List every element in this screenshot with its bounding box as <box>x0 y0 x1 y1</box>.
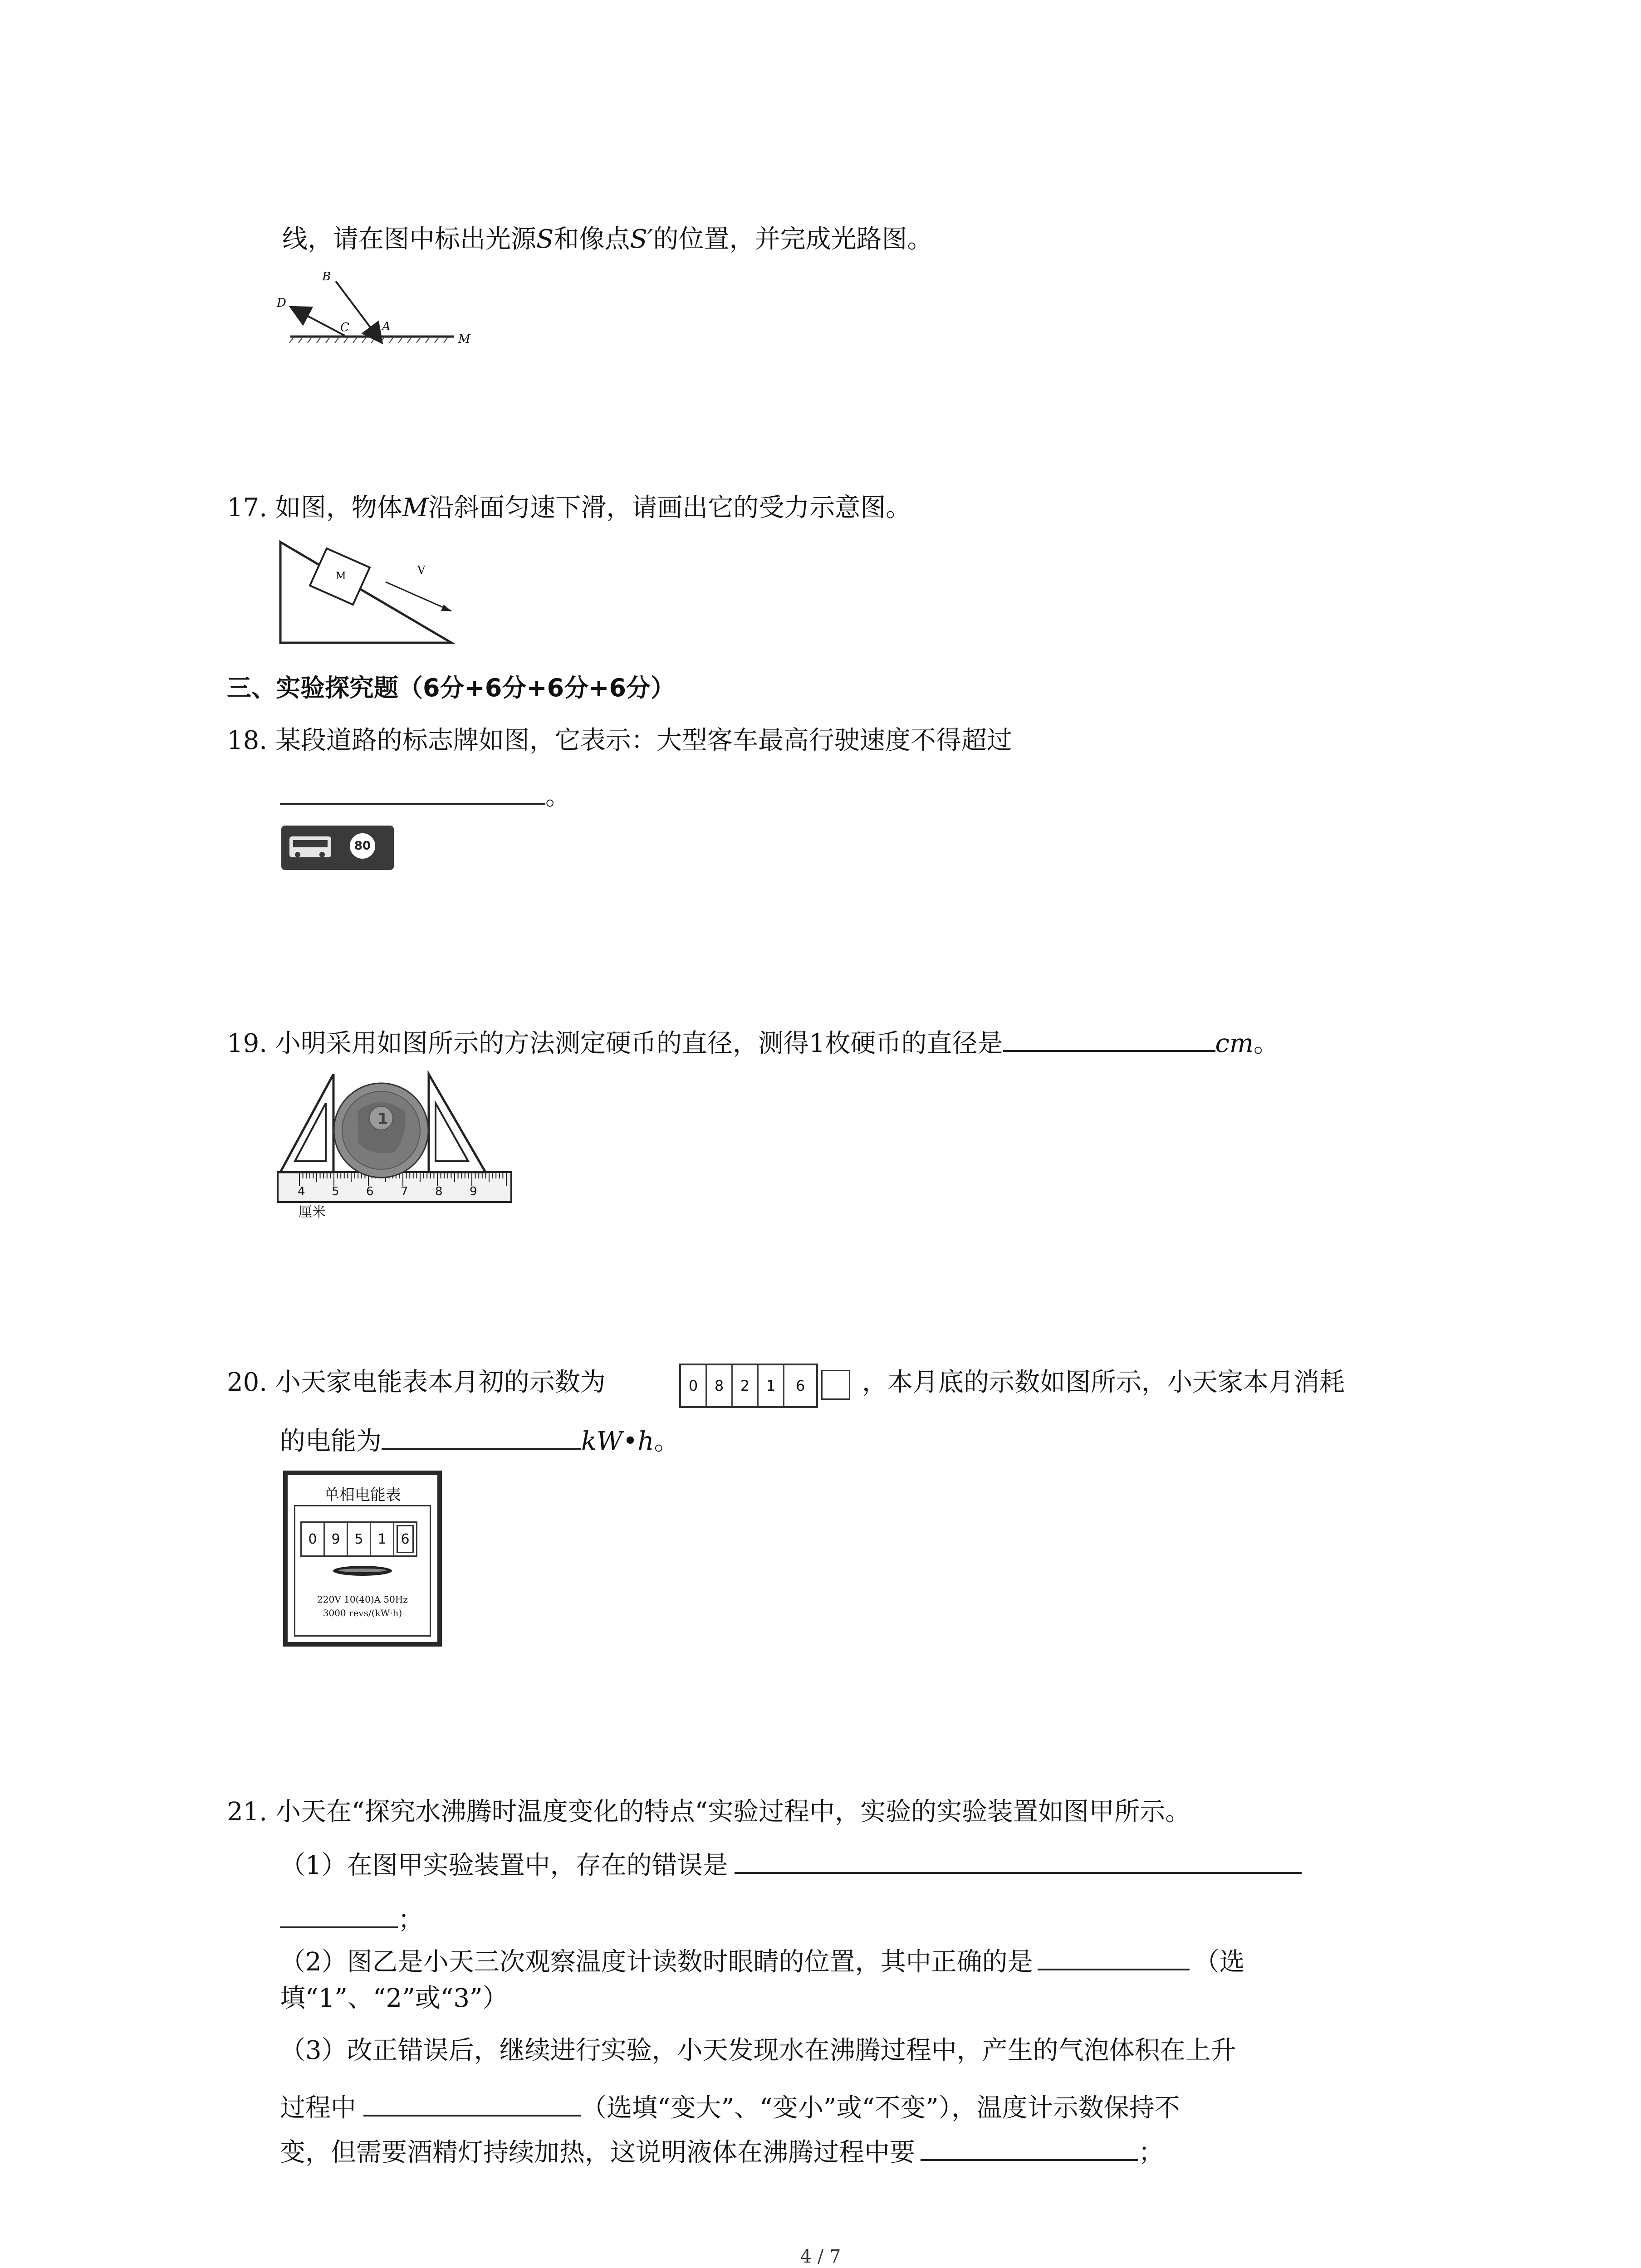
start-digit-4: 1 <box>759 1365 784 1406</box>
start-digit-1: 0 <box>681 1365 707 1406</box>
q16-line <box>282 227 932 252</box>
meter-digit-2: 9 <box>325 1523 348 1555</box>
start-digit-5: 6 <box>795 1377 805 1394</box>
q21-p2-tail: （选 <box>1194 1947 1245 1977</box>
q16-label-c: C <box>340 321 349 334</box>
q16-mirror-figure <box>268 263 481 358</box>
page-number: 4 / 7 <box>800 2246 841 2267</box>
q21-p3-blank-2[interactable] <box>921 2136 1138 2161</box>
q17-text-a: 如图，物体 <box>275 493 402 523</box>
q18-line <box>227 728 1012 753</box>
q19-line <box>227 1027 1279 1056</box>
q19-unit: cm <box>1215 1029 1254 1058</box>
start-digit-frame <box>821 1370 850 1400</box>
q19-end: 。 <box>1253 1029 1279 1058</box>
q16-text-b: 和像点 <box>554 225 630 254</box>
q16-label-d: D <box>277 296 286 310</box>
ruler-tick-7: 7 <box>401 1185 408 1198</box>
meter-digit-1: 0 <box>302 1523 325 1555</box>
q19-answer-blank[interactable] <box>1003 1027 1215 1052</box>
q21-p2 <box>280 1946 1245 1975</box>
q18-end: 。 <box>545 782 571 811</box>
q20-num: 20. <box>227 1368 268 1397</box>
q16-text-c: 的位置，并完成光路图。 <box>653 225 933 254</box>
q18-speed-sign <box>281 826 394 870</box>
meter-spec-1: 220V 10(40)A 50Hz <box>317 1594 408 1605</box>
q21-p3-blank-1[interactable] <box>363 2092 581 2116</box>
q21-p3c <box>280 2136 1164 2165</box>
q17-incline-figure <box>272 538 463 651</box>
ruler-tick-8: 8 <box>435 1185 443 1198</box>
q17-line <box>227 495 911 521</box>
q21-p3b-a: 过程中 <box>280 2093 356 2123</box>
q16-label-b: B <box>322 270 331 284</box>
q16-label-m: M <box>458 332 470 346</box>
q17-num: 17. <box>227 493 268 523</box>
q21-p3c-end: ； <box>1138 2138 1164 2167</box>
ruler-tick-4: 4 <box>298 1185 305 1198</box>
q20-line2 <box>280 1425 680 1454</box>
q21-line <box>227 1799 1190 1825</box>
q20-line1-a <box>227 1370 606 1395</box>
q20-start-reading <box>679 1364 818 1408</box>
q21-p1-end: ； <box>398 1905 423 1935</box>
q18-num: 18. <box>227 726 268 755</box>
q20-text-a: 小天家电能表本月初的示数为 <box>275 1368 606 1397</box>
section3-heading: 三、实验探究题（6分+6分+6分+6分） <box>227 674 676 702</box>
q21-p3b-b: （选填“变大”、“变小”或“不变”），温度计示数保持不 <box>581 2093 1180 2123</box>
q20-meter <box>283 1471 442 1647</box>
meter-digit-4: 1 <box>371 1523 394 1555</box>
q20-line1-b: ，本月底的示数如图所示，小天家本月消耗 <box>862 1368 1345 1397</box>
q18-answer-line <box>280 780 571 809</box>
q21-p1-blank-cont[interactable] <box>280 1904 398 1928</box>
q20-end: 。 <box>654 1427 680 1456</box>
q21-p1 <box>280 1849 1302 1878</box>
q16-s-var: S <box>536 225 554 254</box>
meter-digit-3: 5 <box>348 1523 371 1555</box>
q21-p3: （3）改正错误后，继续进行实验，小天发现水在沸腾过程中，产生的气泡体积在上升 <box>280 2036 1236 2065</box>
q18-answer-blank[interactable] <box>280 780 545 805</box>
q20-text-c: 的电能为 <box>280 1427 382 1456</box>
q21-p1-text: （1）在图甲实验装置中，存在的错误是 <box>280 1851 728 1880</box>
q21-num: 21. <box>227 1797 268 1827</box>
q21-p2-blank[interactable] <box>1038 1946 1190 1970</box>
ruler-tick-9: 9 <box>470 1185 477 1198</box>
meter-digits <box>300 1521 417 1557</box>
ruler-tick-5: 5 <box>332 1185 339 1198</box>
svg-text:1: 1 <box>377 1110 388 1128</box>
meter-title: 单相电能表 <box>324 1486 401 1504</box>
bus-icon <box>289 836 331 857</box>
q21-p3c-text: 变，但需要酒精灯持续加热，这说明液体在沸腾过程中要 <box>280 2138 915 2167</box>
q19-ruler-figure <box>272 1061 515 1222</box>
q21-p3b <box>280 2092 1180 2121</box>
meter-spec-2: 3000 revs/(kW·h) <box>323 1608 402 1618</box>
q17-v-label: V <box>417 564 426 577</box>
q16-text-a: 线，请在图中标出光源 <box>282 225 536 254</box>
ruler-tick-6: 6 <box>366 1185 374 1198</box>
speed-limit-circle <box>347 830 378 862</box>
q21-text: 小天在“探究水沸腾时温度变化的特点“实验过程中，实验的实验装置如图甲所示。 <box>275 1797 1191 1827</box>
q21-p2-text: （2）图乙是小天三次观察温度计读数时眼睛的位置，其中正确的是 <box>280 1947 1033 1977</box>
q20-answer-blank[interactable] <box>382 1425 581 1450</box>
q19-text: 小明采用如图所示的方法测定硬币的直径，测得1枚硬币的直径是 <box>275 1029 1003 1058</box>
q19-num: 19. <box>227 1029 268 1058</box>
q21-p2b: 填“1”、“2”或“3”） <box>280 1984 508 2013</box>
meter-disc <box>333 1566 392 1576</box>
q17-m-var: M <box>402 493 429 523</box>
q17-text-b: 沿斜面匀速下滑，请画出它的受力示意图。 <box>428 493 911 523</box>
q16-label-a: A <box>382 320 391 333</box>
q20-unit: kW•h <box>581 1427 654 1456</box>
q21-p1-cont <box>280 1904 423 1933</box>
ruler-unit-label: 厘米 <box>299 1204 326 1220</box>
meter-digit-5: 6 <box>394 1523 416 1555</box>
q18-text: 某段道路的标志牌如图，它表示：大型客车最高行驶速度不得超过 <box>275 726 1012 755</box>
q17-block-label: M <box>336 571 346 582</box>
q16-s-prime: S′ <box>630 225 653 254</box>
speed-limit-value: 80 <box>354 839 371 853</box>
q21-p1-blank[interactable] <box>735 1849 1302 1874</box>
start-digit-3: 2 <box>733 1365 759 1406</box>
start-digit-2: 8 <box>707 1365 733 1406</box>
